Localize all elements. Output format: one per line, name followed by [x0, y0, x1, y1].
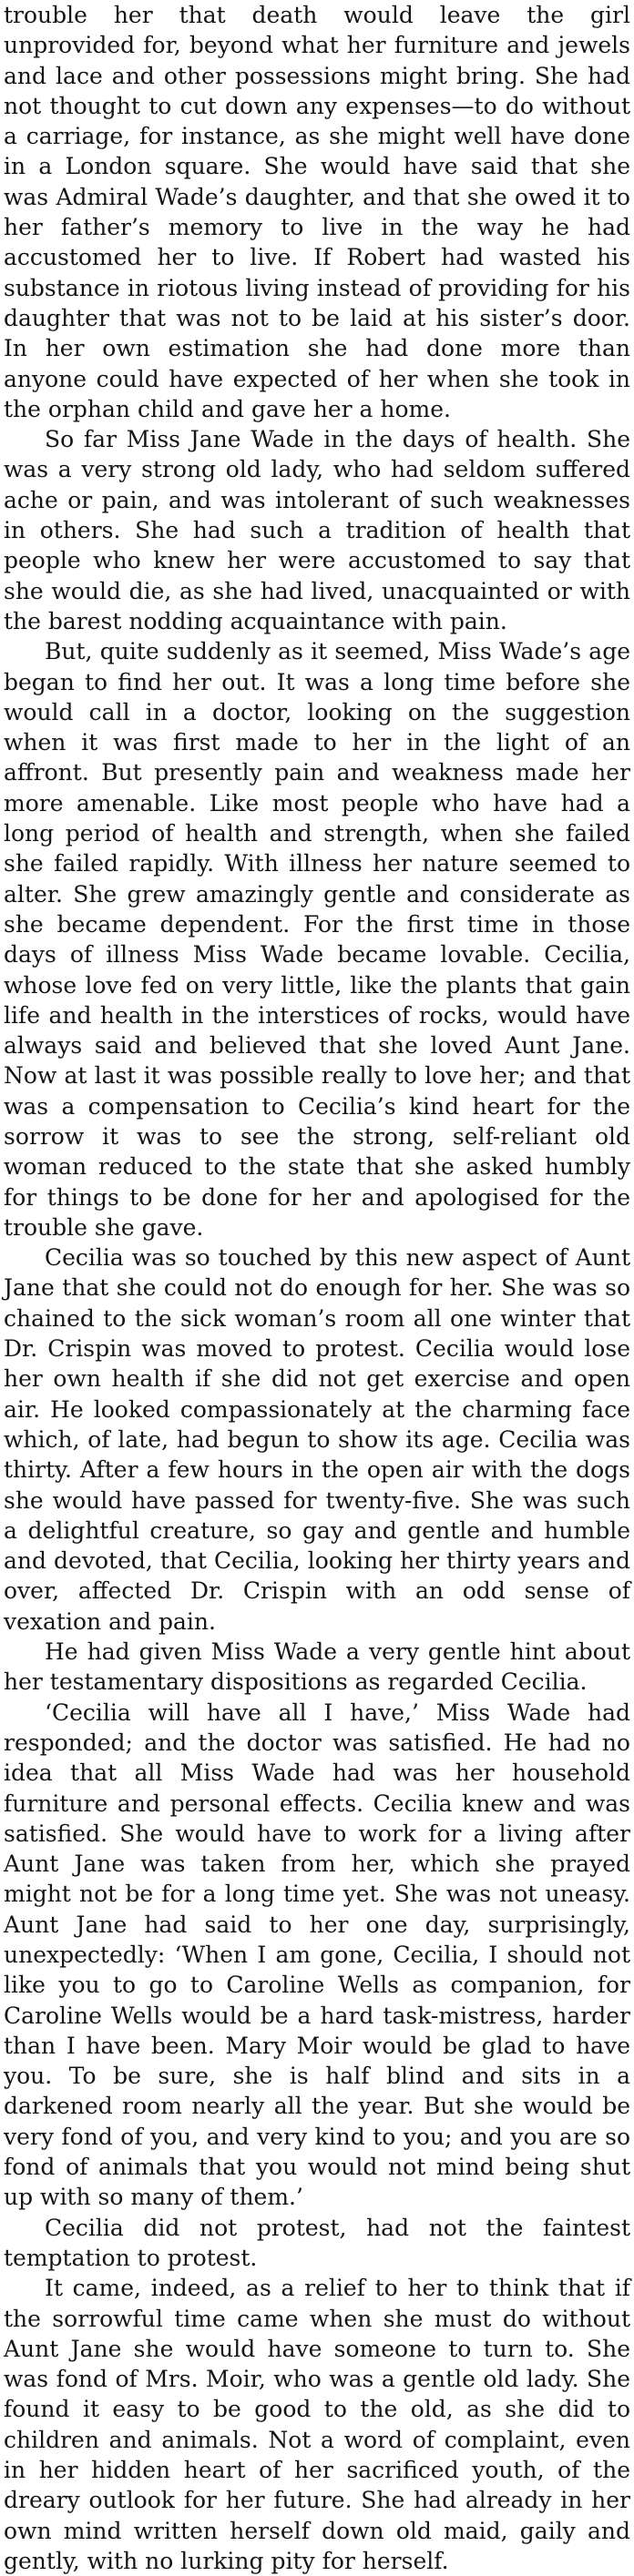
paragraph-4: Cecilia was so touched by this new aspect of Aunt Jane that she could not do enough for her. She was so chained to the sick woman’s room all one winter that Dr. Crispin was moved to protest. Cecilia would lose her own health if she did not get exercise and open air. He looked compassionately at the charming face which, of late, had begun to show its age. Cecilia was thirty. After a few hours in the open air with the dogs she would have passed for twenty-five. She was such a delightful creature, so gay and gentle and humble and devoted, that Cecilia, looking her thirty years and over, affected Dr. Crispin with an odd sense of vexation and pain. [4, 1244, 630, 1635]
paragraph-6: ‘Cecilia will have all I have,’ Miss Wade had responded; and the doctor was satisfied. He had no idea that all Miss Wade had was her household furniture and personal effects. Cecilia knew and was satisfied. She would have to work for a living after Aunt Jane was taken from her, which she prayed might not be for a long time yet. She was not uneasy. Aunt Jane had said to her one day, surprisingly, unexpectedly: ‘When I am gone, Cecilia, I should not like you to go to Caroline Wells as companion, for Caroline Wells would be a hard task-mistress, harder than I have been. Mary Moir would be glad to have you. To be sure, she is half blind and sits in a darkened room nearly all the year. But she would be very fond of you, and very kind to you; and you are so fond of animals that you would not mind being shut up with so many of them.’ [4, 1699, 630, 2211]
paragraph-3: But, quite suddenly as it seemed, Miss Wade’s age began to find her out. It was a long time before she would call in a doctor, looking on the suggestion when it was first made to her in the light of an affront. But presently pain and weakness made her more amenable. Like most people who have had a long period of health and strength, when she failed she failed rapidly. With illness her nature seemed to alter. She grew amazingly gentle and considerate as she became dependent. For the first time in those days of illness Miss Wade became lovable. Cecilia, whose love fed on very little, like the plants that gain life and health in the interstices of rocks, would have always said and believed that she loved Aunt Jane. Now at last it was possible really to love her; and that was a compensation to Cecilia’s kind heart for the sorrow it was to see the strong, self-reliant old woman reduced to the state that she asked humbly for things to be done for her and apologised for the trouble she gave. [4, 638, 630, 1241]
paragraph-8: It came, indeed, as a relief to her to think that if the sorrowful time came when she must do without Aunt Jane she would have someone to turn to. She was fond of Mrs. Moir, who was a gentle old lady. She found it easy to be good to the old, as she did to children and animals. Not a word of complaint, even in her hidden heart of her sacrificed youth, of the dreary outlook for her future. She had already in her own mind written herself down old maid, gaily and gently, with no lurking pity for herself. [4, 2275, 630, 2574]
paragraph-1: trouble her that death would leave the girl unprovided for, beyond what her furniture and jewels and lace and other possessions might bring. She had not thought to cut down any expenses—to do without a carriage, for instance, as she might well have done in a London square. She would have said that she was Admiral Wade’s daughter, and that she owed it to her father’s memory to live in the way he had accustomed her to live. If Robert had wasted his substance in riotous living instead of providing for his daughter that was not to be laid at his sister’s door. In her own estimation she had done more than anyone could have expected of her when she took in the orphan child and gave her a home. [4, 2, 630, 422]
paragraph-2: So far Miss Jane Wade in the days of health. She was a very strong old lady, who had seldom suffered ache or pain, and was intolerant of such weaknesses in others. She had such a tradition of health that people who knew her were accustomed to say that she would die, as she had lived, unacquainted or with the barest nodding acquaintance with pain. [4, 426, 630, 634]
paragraph-5: He had given Miss Wade a very gentle hint about her testamentary dispositions as regarded Cecilia. [4, 1638, 630, 1696]
paragraph-7: Cecilia did not protest, had not the faintest temptation to protest. [4, 2214, 630, 2271]
